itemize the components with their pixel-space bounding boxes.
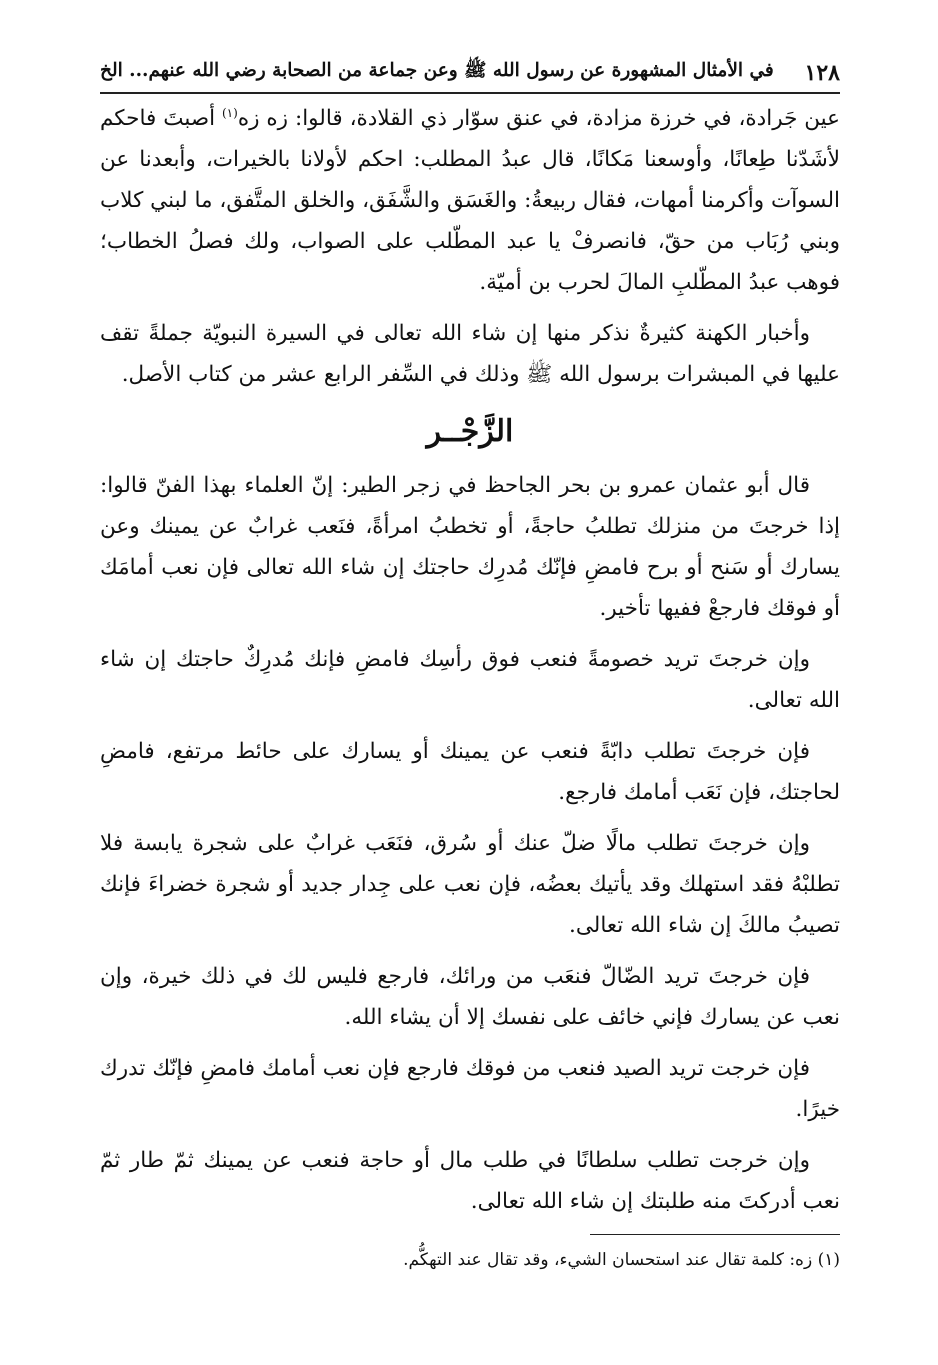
page-header bbox=[100, 60, 840, 94]
intro-text-part-2: أصبتَ فاحكم لأشَدّنا طِعانًا، وأوسعنا مَكانًا، قال عبدُ المطلب: احكم لأولانا بالخيرات، وأبعدنا عن السوآت وأكرمنا أمهات، فقال ربيعةُ: والغَسَق والشَّفَق، والخلق المتَّفق، ما لبني كلاب وبني رُبَاب من حقّ، فانصرفْ يا عبد المطّلب على الصواب، ولك فصلُ الخطاب؛ فوهب عبدُ المطّلبِ المالَ لحرب بن أميّة. bbox=[100, 106, 840, 295]
page-body bbox=[100, 98, 840, 1222]
section-paragraph: وإن خرجت تطلب سلطانًا في طلب مال أو حاجة فنعب عن يمينك ثمّ طار ثمّ نعب أدركتَ منه طلبتك إن شاء الله تعالى. bbox=[100, 1148, 840, 1214]
section-paragraph: فإن خرجت تريد الصيد فنعب من فوقك فارجع فإن نعب أمامك فامضِ فإنّك تدرك خيرًا. bbox=[100, 1056, 840, 1122]
intro-paragraph-1 bbox=[100, 98, 840, 303]
page-number: ١٢٨ bbox=[804, 60, 840, 86]
section-paragraph: قال أبو عثمان عمرو بن بحر الجاحظ في زجر الطير: إنّ العلماء بهذا الفنّ قالوا: إذا خرجتَ من منزلك تطلبُ حاجةً، أو تخطبُ امرأةً، فنَعب غرابٌ عن يمينك وعن يسارك أو سَنح أو برح فامضِ فإنّك مُدرِك حاجتك إن شاء الله تعالى فإن نعب أمامَك أو فوقك فارجعْ ففيها تأخير. bbox=[100, 473, 840, 621]
section-heading: الزَّجْــر bbox=[426, 414, 514, 449]
intro-text-part-1: عين جَرادة، في خرزة مزادة، في عنق سوّار ذي القلادة، قالوا: زه زه bbox=[237, 106, 840, 131]
footnote-marker: (١) bbox=[221, 105, 238, 120]
section-paragraph: وإن خرجتَ تريد خصومةً فنعب فوق رأسِك فامضِ فإنك مُدرِكٌ حاجتك إن شاء الله تعالى. bbox=[100, 647, 840, 713]
book-page bbox=[100, 60, 840, 1275]
intro-paragraph-2: وأخبار الكهنة كثيرةٌ نذكر منها إن شاء الله تعالى في السيرة النبويّة جملةً تقف عليها في المبشرات برسول الله ﷺ وذلك في السِّفر الرابع عشر من كتاب الأصل. bbox=[100, 321, 840, 387]
section-paragraph: فإن خرجتَ تطلب دابّةً فنعب عن يمينك أو يسارك على حائط مرتفع، فامضِ لحاجتك، فإن نَعَب أمامك فارجع. bbox=[100, 739, 840, 805]
section-paragraph: فإن خرجتَ تريد الضّالّ فنعَب من ورائك، فارجع فليس لك في ذلك خيرة، وإن نعب عن يسارك فإني خائف على نفسك إلا أن يشاء الله. bbox=[100, 964, 840, 1030]
footnote: (١) زه: كلمة تقال عند استحسان الشيء، وقد تقال عند التهكُّم. bbox=[403, 1250, 840, 1270]
running-title: في الأمثال المشهورة عن رسول الله ﷺ وعن جماعة من الصحابة رضي الله عنهم... الخ bbox=[100, 60, 774, 81]
footnote-divider bbox=[590, 1234, 840, 1235]
section-paragraph: وإن خرجتَ تطلب مالًا ضلّ عنك أو سُرق، فنَعَب غرابٌ على شجرة يابسة فلا تطلبْهُ فقد استهلك وقد يأتيك بعضُه، فإن نعب على جِدار جديد أو شجرة خضراءَ فإنك تصيبُ مالكَ إن شاء الله تعالى. bbox=[100, 831, 840, 938]
